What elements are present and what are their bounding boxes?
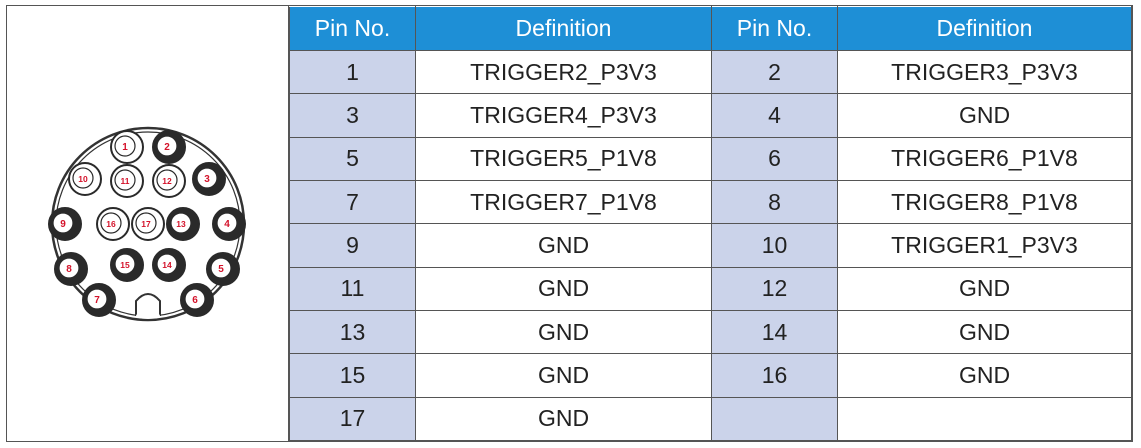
pin-number-cell: 3 — [290, 94, 416, 137]
connector-pin-17 — [132, 208, 164, 240]
pin-number-cell — [712, 397, 838, 440]
pin-number-cell: 15 — [290, 354, 416, 397]
pin-definition-cell: GND — [838, 310, 1132, 353]
table-header-row — [290, 7, 1132, 51]
pin-definition-cell: TRIGGER6_P1V8 — [838, 137, 1132, 180]
pin-number-cell: 12 — [712, 267, 838, 310]
table-row — [290, 224, 1132, 267]
pin-definition-table — [289, 6, 1132, 441]
connector-pin-label: 10 — [77, 173, 88, 184]
pin-definition-cell: TRIGGER8_P1V8 — [838, 180, 1132, 223]
connector-image-cell — [7, 6, 289, 441]
pin-number-cell: 16 — [712, 354, 838, 397]
pin-number-cell: 1 — [290, 51, 416, 94]
pin-number-cell: 13 — [290, 310, 416, 353]
connector-pin-label: 4 — [223, 218, 230, 230]
pin-definition-cell: GND — [416, 354, 712, 397]
connector-pin-2 — [153, 131, 185, 163]
pin-definition-table-frame — [6, 5, 1133, 442]
connector-pin-label: 6 — [191, 294, 198, 306]
connector-pin-label: 7 — [93, 294, 100, 306]
pin-definition-cell: TRIGGER3_P3V3 — [838, 51, 1132, 94]
table-row — [290, 397, 1132, 440]
connector-pin-16 — [97, 208, 129, 240]
pin-number-cell: 8 — [712, 180, 838, 223]
pin-number-cell: 6 — [712, 137, 838, 180]
connector-pin-label: 1 — [121, 141, 128, 153]
pin-definition-cell: TRIGGER4_P3V3 — [416, 94, 712, 137]
header-definition-1: Definition — [416, 7, 712, 51]
table-row — [290, 180, 1132, 223]
connector-pin-8 — [55, 253, 87, 285]
connector-pin-label: 5 — [217, 263, 224, 275]
pin-definition-cell: GND — [838, 94, 1132, 137]
pin-number-cell: 11 — [290, 267, 416, 310]
table-row — [290, 51, 1132, 94]
connector-pin-11 — [111, 165, 143, 197]
connector-pin-1 — [111, 131, 143, 163]
header-pin-no-1: Pin No. — [290, 7, 416, 51]
connector-pin-7 — [83, 284, 115, 316]
connector-pin-13 — [167, 208, 199, 240]
table-row — [290, 267, 1132, 310]
header-pin-no-2: Pin No. — [712, 7, 838, 51]
connector-pin-label: 15 — [119, 259, 130, 270]
connector-pin-label: 13 — [175, 218, 186, 229]
pin-definition-cell: GND — [416, 397, 712, 440]
pin-number-cell: 10 — [712, 224, 838, 267]
connector-pin-label: 3 — [203, 173, 210, 185]
header-definition-2: Definition — [838, 7, 1132, 51]
connector-pin-label: 9 — [59, 218, 66, 230]
pin-definition-cell: TRIGGER1_P3V3 — [838, 224, 1132, 267]
pin-number-cell: 4 — [712, 94, 838, 137]
pin-definition-cell: GND — [416, 267, 712, 310]
connector-pin-label: 17 — [140, 218, 151, 229]
connector-pin-6 — [181, 284, 213, 316]
pin-number-cell: 14 — [712, 310, 838, 353]
pin-number-cell: 2 — [712, 51, 838, 94]
connector-pinout-diagram — [43, 119, 253, 329]
connector-pin-label: 8 — [65, 263, 72, 275]
connector-pin-12 — [153, 165, 185, 197]
connector-pin-15 — [111, 249, 143, 281]
pin-number-cell: 9 — [290, 224, 416, 267]
connector-pin-label: 14 — [161, 259, 172, 270]
table-row — [290, 354, 1132, 397]
connector-pin-label: 12 — [161, 175, 172, 186]
connector-pin-4 — [213, 208, 245, 240]
pin-definition-cell: TRIGGER5_P1V8 — [416, 137, 712, 180]
pin-definition-cell: GND — [838, 354, 1132, 397]
connector-pin-label: 16 — [105, 218, 116, 229]
pin-definition-cell: GND — [416, 224, 712, 267]
pin-number-cell: 17 — [290, 397, 416, 440]
pin-definition-cell: TRIGGER2_P3V3 — [416, 51, 712, 94]
table-row — [290, 310, 1132, 353]
pin-number-cell: 5 — [290, 137, 416, 180]
connector-pin-10 — [69, 163, 101, 195]
connector-pin-label: 11 — [120, 175, 129, 186]
pin-definition-cell: GND — [838, 267, 1132, 310]
connector-pin-3 — [193, 163, 225, 195]
connector-pin-5 — [207, 253, 239, 285]
pin-number-cell: 7 — [290, 180, 416, 223]
pin-definition-cell: GND — [416, 310, 712, 353]
connector-pin-14 — [153, 249, 185, 281]
pin-definition-cell — [838, 397, 1132, 440]
table-row — [290, 137, 1132, 180]
pin-definition-cell: TRIGGER7_P1V8 — [416, 180, 712, 223]
connector-pin-9 — [49, 208, 81, 240]
connector-pin-label: 2 — [163, 141, 170, 153]
table-row — [290, 94, 1132, 137]
